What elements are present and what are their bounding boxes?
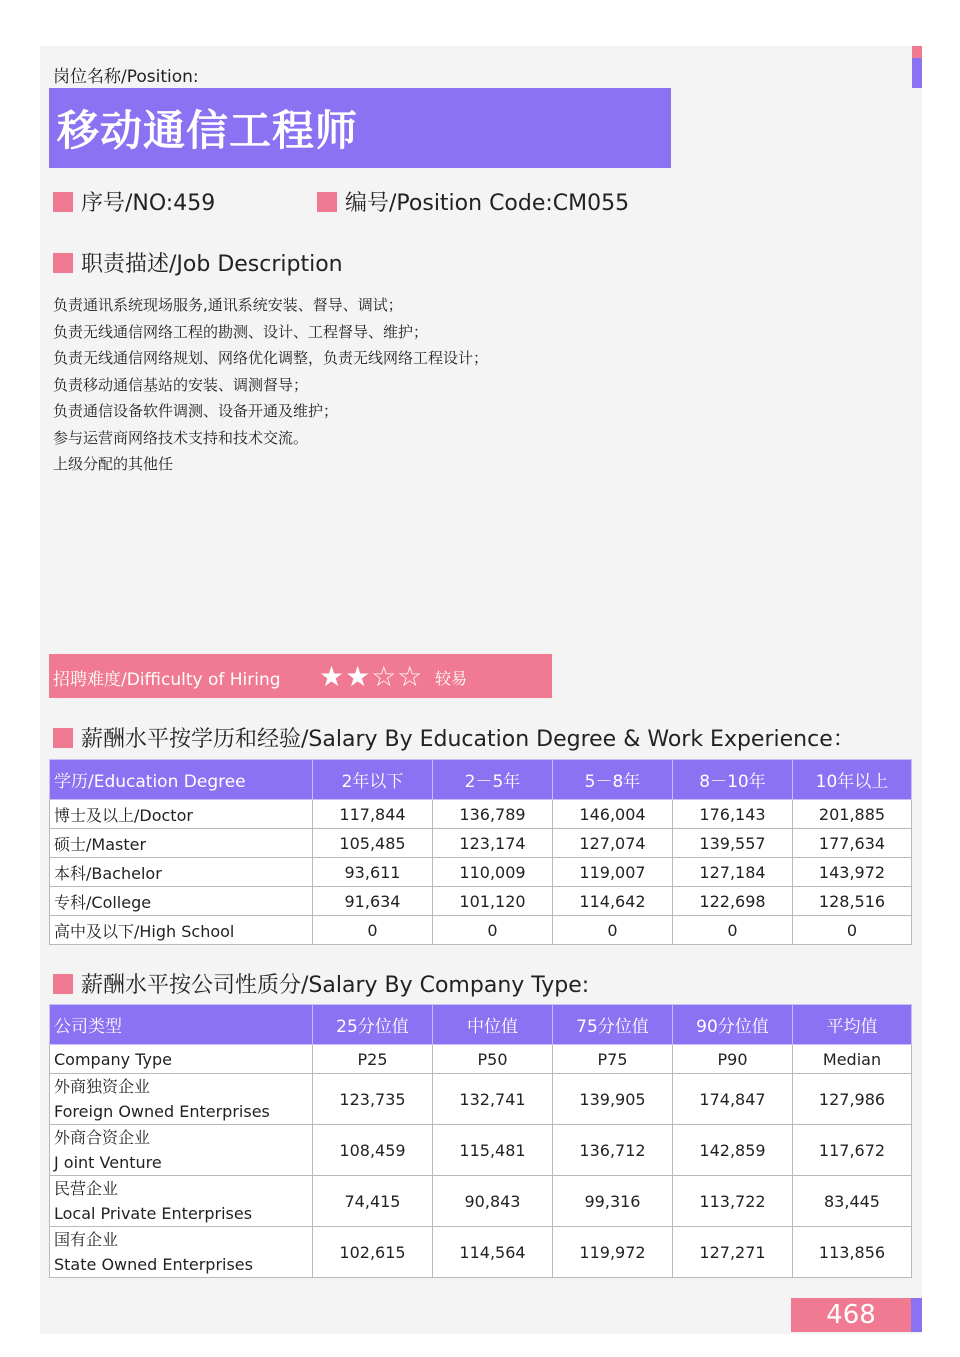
- table-row: [50, 858, 912, 887]
- table-cell: 0: [793, 916, 912, 945]
- table-cell: 93,611: [313, 858, 433, 887]
- company-salary-table: [49, 1004, 912, 1278]
- company-type-en: J oint Venture: [54, 1153, 162, 1172]
- column-header: 平均值: [793, 1005, 912, 1045]
- company-salary-heading: 薪酬水平按公司性质分/Salary By Company Type:: [53, 968, 589, 999]
- table-cell: 136,712: [553, 1125, 673, 1176]
- company-type-cell: [50, 1125, 313, 1176]
- table-cell: 114,564: [433, 1227, 553, 1278]
- table-row: [50, 887, 912, 916]
- table-row: [50, 1227, 912, 1278]
- corner-accent-purple: [912, 58, 922, 88]
- table-cell: 139,905: [553, 1074, 673, 1125]
- column-header: 中位值: [433, 1005, 553, 1045]
- table-cell: 143,972: [793, 858, 912, 887]
- position-label: 岗位名称/Position:: [53, 67, 199, 87]
- table-cell: 0: [553, 916, 673, 945]
- column-header: 学历/Education Degree: [50, 760, 313, 800]
- table-cell: 123,174: [433, 829, 553, 858]
- table-row: [50, 1176, 912, 1227]
- table-cell: 74,415: [313, 1176, 433, 1227]
- company-type-cell: [50, 1074, 313, 1125]
- table-cell: 136,789: [433, 800, 553, 829]
- table-cell: 146,004: [553, 800, 673, 829]
- table-cell: 专科/College: [50, 887, 313, 916]
- job-description-list: [53, 292, 488, 478]
- table-cell: 0: [313, 916, 433, 945]
- company-type-cn: 外商合资企业: [54, 1128, 151, 1147]
- table-cell: 113,722: [673, 1176, 793, 1227]
- column-header: 90分位值: [673, 1005, 793, 1045]
- job-description-line: 负责移动通信基站的安装、调测督导；: [53, 375, 309, 394]
- table-cell: 201,885: [793, 800, 912, 829]
- table-cell: 142,859: [673, 1125, 793, 1176]
- table-row: [50, 1125, 912, 1176]
- company-type-cell: [50, 1227, 313, 1278]
- column-header: 10年以上: [793, 760, 912, 800]
- company-type-cn: 国有企业: [54, 1230, 119, 1249]
- job-description-line: 负责通信设备软件调测、设备开通及维护；: [53, 402, 339, 420]
- table-row: [50, 916, 912, 945]
- company-type-cn: 民营企业: [54, 1179, 119, 1198]
- table-cell: Company Type: [50, 1045, 313, 1074]
- table-cell: 83,445: [793, 1176, 912, 1227]
- table-cell: P50: [433, 1045, 553, 1074]
- table-cell: 本科/Bachelor: [50, 858, 313, 887]
- table-cell: P75: [553, 1045, 673, 1074]
- hiring-difficulty-label: 招聘难度/Difficulty of Hiring: [53, 670, 281, 690]
- company-type-en: State Owned Enterprises: [54, 1255, 253, 1274]
- column-header: 2年以下: [313, 760, 433, 800]
- hiring-difficulty-level: 较易: [435, 669, 468, 688]
- page-number-accent: [911, 1298, 922, 1332]
- table-row: [50, 829, 912, 858]
- bullet-square-icon: [53, 192, 73, 212]
- corner-accent-pink: [912, 46, 922, 58]
- table-cell: 177,634: [793, 829, 912, 858]
- table-cell: 硕士/Master: [50, 829, 313, 858]
- company-type-cell: [50, 1176, 313, 1227]
- table-cell: 博士及以上/Doctor: [50, 800, 313, 829]
- star-rating-icon: ★★☆☆: [319, 660, 424, 693]
- table-cell: Median: [793, 1045, 912, 1074]
- position-title: 移动通信工程师: [57, 106, 359, 155]
- table-cell: 123,735: [313, 1074, 433, 1125]
- column-header: 5－8年: [553, 760, 673, 800]
- table-cell: 105,485: [313, 829, 433, 858]
- table-cell: 91,634: [313, 887, 433, 916]
- serial-number: 序号/NO:459: [53, 186, 215, 217]
- table-subheader-row: [50, 1045, 912, 1074]
- table-cell: P90: [673, 1045, 793, 1074]
- table-cell: 127,074: [553, 829, 673, 858]
- table-cell: 117,844: [313, 800, 433, 829]
- table-cell: 174,847: [673, 1074, 793, 1125]
- job-description-line: 负责无线通信网络工程的勘测、设计、工程督导、维护；: [53, 322, 429, 341]
- table-cell: 127,986: [793, 1074, 912, 1125]
- column-header: 公司类型: [50, 1005, 313, 1045]
- table-cell: 139,557: [673, 829, 793, 858]
- column-header: 8－10年: [673, 760, 793, 800]
- job-description-line: 负责无线通信网络规划、网络优化调整，负责无线网络工程设计；: [53, 349, 489, 367]
- company-type-cn: 外商独资企业: [54, 1077, 151, 1096]
- company-type-en: Foreign Owned Enterprises: [54, 1102, 270, 1121]
- table-row: [50, 1074, 912, 1125]
- table-cell: 176,143: [673, 800, 793, 829]
- table-cell: 101,120: [433, 887, 553, 916]
- table-cell: 119,972: [553, 1227, 673, 1278]
- table-cell: 132,741: [433, 1074, 553, 1125]
- column-header: 75分位值: [553, 1005, 673, 1045]
- table-cell: 113,856: [793, 1227, 912, 1278]
- table-cell: 99,316: [553, 1176, 673, 1227]
- table-cell: 127,184: [673, 858, 793, 887]
- page-number: 468: [791, 1298, 911, 1332]
- job-description-heading: 职责描述/Job Description: [53, 247, 343, 278]
- position-code: 编号/Position Code:CM055: [317, 186, 629, 217]
- table-cell: 102,615: [313, 1227, 433, 1278]
- table-cell: P25: [313, 1045, 433, 1074]
- hiring-difficulty-bar: [49, 654, 552, 698]
- table-cell: 108,459: [313, 1125, 433, 1176]
- table-cell: 127,271: [673, 1227, 793, 1278]
- table-header-row: [50, 1005, 912, 1045]
- bullet-square-icon: [53, 974, 73, 994]
- table-cell: 117,672: [793, 1125, 912, 1176]
- table-header-row: [50, 760, 912, 800]
- table-cell: 122,698: [673, 887, 793, 916]
- job-description-line: 参与运营商网络技术支持和技术交流。: [53, 428, 309, 447]
- company-type-en: Local Private Enterprises: [54, 1204, 253, 1223]
- table-cell: 0: [673, 916, 793, 945]
- column-header: 25分位值: [313, 1005, 433, 1045]
- table-cell: 110,009: [433, 858, 553, 887]
- bullet-square-icon: [53, 253, 73, 273]
- bullet-square-icon: [53, 728, 73, 748]
- job-description-line: 上级分配的其他任: [53, 455, 174, 473]
- table-cell: 0: [433, 916, 553, 945]
- table-cell: 119,007: [553, 858, 673, 887]
- table-cell: 高中及以下/High School: [50, 916, 313, 945]
- table-cell: 90,843: [433, 1176, 553, 1227]
- education-salary-table: [49, 759, 912, 945]
- education-salary-heading: 薪酬水平按学历和经验/Salary By Education Degree & Work Experience：: [53, 722, 855, 753]
- table-cell: 114,642: [553, 887, 673, 916]
- table-cell: 128,516: [793, 887, 912, 916]
- table-row: [50, 800, 912, 829]
- bullet-square-icon: [317, 192, 337, 212]
- column-header: 2－5年: [433, 760, 553, 800]
- job-description-line: 负责通讯系统现场服务,通讯系统安装、督导、调试；: [53, 296, 403, 314]
- table-cell: 115,481: [433, 1125, 553, 1176]
